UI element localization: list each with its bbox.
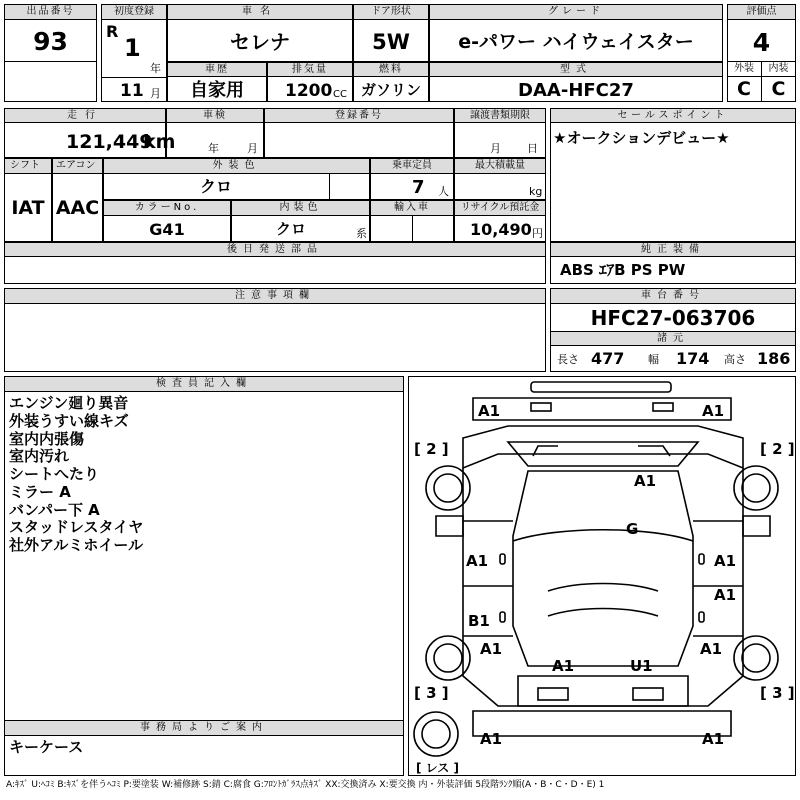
score-value: 4 [752,28,771,57]
displacement-value: 1200 [285,81,333,101]
grade-value: e-パワー ハイウェイスター [458,31,694,53]
transfer-label: 譲渡書類期限 [470,110,530,121]
inspector-note-8: 社外アルミホイール [9,536,144,554]
legend-text: A:ｷｽﾞ U:ﾍｺﾐ B:ｷｽﾞを伴うﾍｺﾐ P:要塗装 W:補修跡 S:錆 C:腐食 G:ﾌﾛﾝﾄｶﾞﾗｽ点ｷｽﾞ XX:交換済み X:要交換 内・外装評価 5段階ﾗﾝｸ順(A・B・C・D・E) 1 [6,780,605,790]
width-label: 幅 [648,353,659,366]
inspector-note-2: 室内内張傷 [9,430,85,448]
car-diagram [408,376,796,776]
displacement-label: 排気量 [292,64,328,75]
length-value: 477 [591,349,625,368]
car-name-value: セレナ [230,30,290,54]
width-value: 174 [676,349,710,368]
first-registration-label: 初度登録 [114,6,154,17]
int-color-value: クロ [275,220,306,238]
specs-label: 諸元 [657,333,689,344]
diagram-front-right: A1 [702,402,725,420]
aircon-value: AAC [55,197,100,219]
recycle-label: リサイクル預託金 [460,202,540,213]
diagram-bracket-bottom-right: [ 3 ] [760,684,795,702]
capacity-value: 7 [412,177,425,198]
history-label: 車歴 [205,64,229,75]
equipment-label: 純正装備 [641,244,705,255]
interior-label: 内装 [768,63,789,74]
exterior-label: 外装 [734,63,754,74]
capacity-unit: 人 [438,185,449,198]
mileage-unit: km [143,131,176,153]
displacement-unit: CC [333,89,347,100]
car-name-label: 車名 [242,6,278,17]
ext-color-value: クロ [199,177,232,196]
equipment-value: ABS ｴｱB PS PW [560,261,686,279]
ext-color-label: 外装色 [212,160,261,171]
door-label: ドア形状 [371,6,411,17]
diagram-right-rear-door: A1 [714,586,737,604]
year-value: 1 [124,34,141,62]
history-value: 自家用 [190,80,244,101]
sales-point-value: ★オークションデビュー★ [553,129,730,147]
later-parts-label: 後日発送部品 [227,244,323,255]
lot-number-label: 出品番号 [26,6,75,17]
inspection-year-unit: 年 [208,142,219,155]
diagram-left-rear-door: B1 [468,612,490,630]
diagram-hood: A1 [634,472,657,490]
door-value: 5W [372,30,410,54]
diagram-left-front-door: A1 [466,552,489,570]
diagram-roof-rear-right: U1 [630,657,653,675]
model-code-label: 型式 [560,64,592,75]
chassis-label: 車台番号 [641,290,705,301]
interior-grade-value: C [771,78,786,100]
office-label: 事務局よりご案内 [140,722,268,733]
diagram-right-rear-quarter: A1 [700,640,723,658]
diagram-bracket-top-left: [ 2 ] [414,440,449,458]
exterior-grade-value: C [737,78,751,100]
fuel-label: 燃料 [379,64,403,75]
inspector-note-4: シートへたり [9,465,100,483]
sales-point-label: セールスポイント [617,110,729,121]
lot-number-value: 93 [33,27,68,56]
inspection-label: 車検 [203,110,227,121]
transfer-month-unit: 月 [490,142,501,155]
height-label: 高さ [724,353,746,366]
height-value: 186 [757,349,791,368]
diagram-right-front-door: A1 [714,552,737,570]
diagram-windshield: G [626,520,639,538]
inspector-label: 検査員記入欄 [156,378,252,389]
grade-label: グレード [548,6,604,17]
month-value: 11 [120,81,144,101]
max-load-label: 最大積載量 [475,160,525,171]
diagram-rear-left: A1 [480,730,503,748]
year-unit: 年 [150,62,161,75]
notes-label: 注意事項欄 [235,290,315,301]
inspector-note-3: 室内汚れ [9,447,70,465]
registration-label: 登録番号 [335,110,383,121]
inspector-note-1: 外装うすい線キズ [9,412,129,430]
import-label: 輸入車 [394,202,430,213]
era-value: R [106,22,119,41]
mileage-value: 121,449 [66,131,153,153]
inspector-note-6: バンパー下 A [9,501,100,519]
inspector-note-5: ミラー A [9,483,71,501]
shift-label: シフト [10,160,40,171]
length-label: 長さ [557,353,579,366]
diagram-roof-rear-left: A1 [552,657,575,675]
diagram-bracket-bottom-left: [ 3 ] [414,684,449,702]
int-color-label: 内装色 [279,202,322,213]
shift-value: IAT [11,197,45,219]
inspection-month-unit: 月 [247,142,258,155]
office-note: キーケース [9,738,84,756]
month-unit: 月 [150,87,161,100]
diagram-bracket-top-right: [ 2 ] [760,440,795,458]
capacity-label: 乗車定員 [392,160,432,171]
max-load-unit: kg [529,185,543,198]
model-code-value: DAA-HFC27 [518,80,634,101]
diagram-spare-label: [ レス ] [416,761,459,775]
chassis-value: HFC27-063706 [590,306,756,330]
int-color-unit: 系 [356,227,367,240]
inspector-note-0: エンジン廻り異音 [9,394,129,412]
score-label: 評価点 [746,6,777,17]
recycle-unit: 円 [532,227,543,240]
color-no-value: G41 [149,220,185,239]
inspector-note-7: スタッドレスタイヤ [9,518,144,536]
transfer-day-unit: 日 [527,142,538,155]
diagram-left-rear-quarter: A1 [480,640,503,658]
color-no-label: カラーNo. [134,202,200,213]
fuel-value: ガソリン [360,81,421,99]
recycle-value: 10,490 [470,220,532,239]
mileage-label: 走行 [67,110,103,121]
aircon-label: エアコン [56,160,96,171]
diagram-rear-right: A1 [702,730,725,748]
diagram-front-left: A1 [478,402,501,420]
